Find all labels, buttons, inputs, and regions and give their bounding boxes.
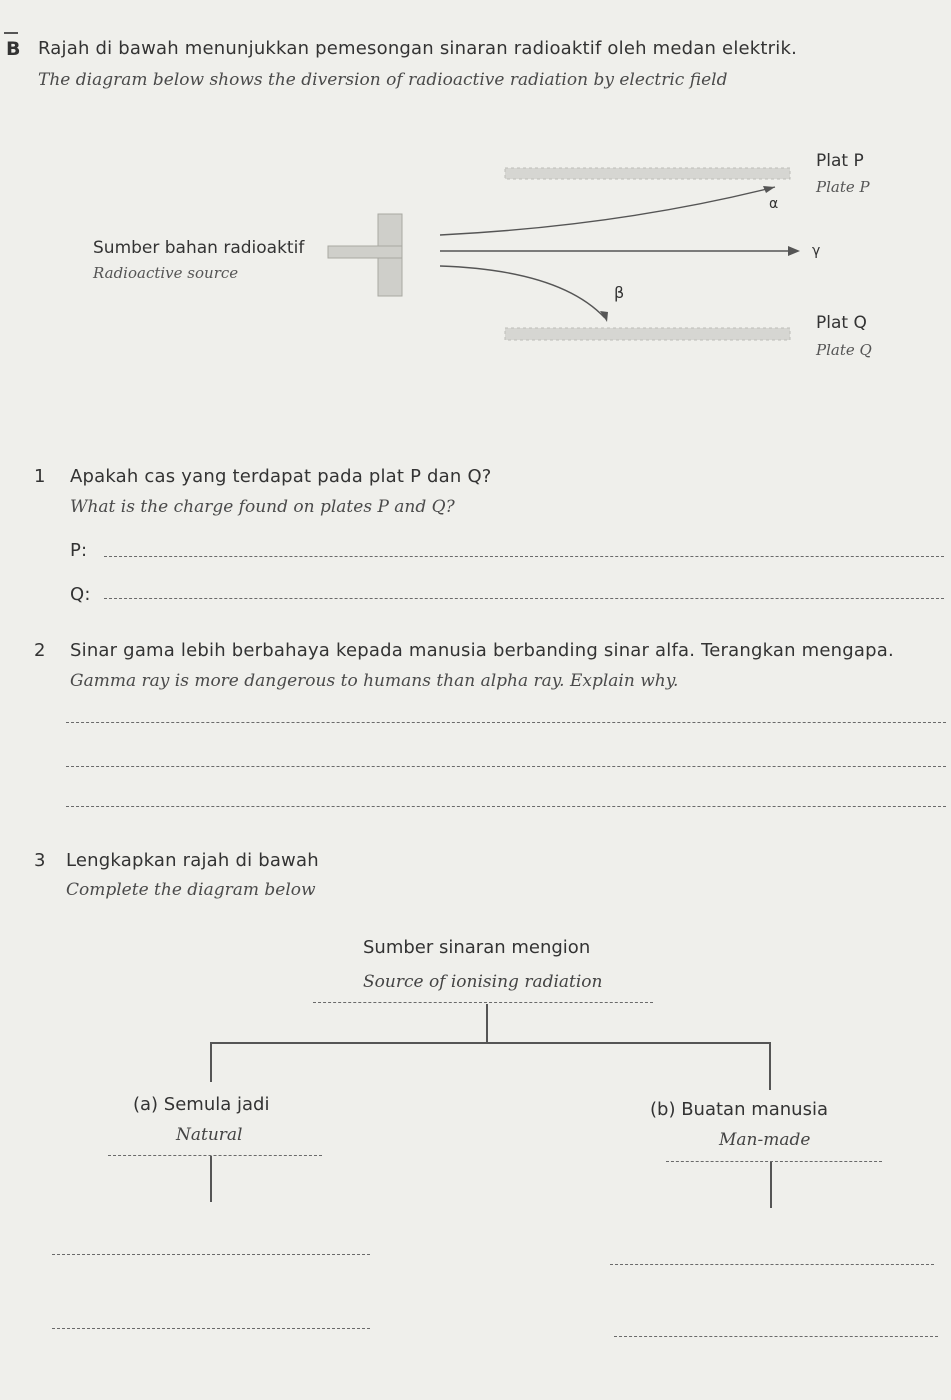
source-label-english: Radioactive source: [93, 264, 239, 282]
tree-left-malay: (a) Semula jadi: [133, 1094, 270, 1115]
alpha-ray-path: [440, 187, 775, 235]
plate-p: [505, 168, 790, 179]
q3-malay: Lengkapkan rajah di bawah: [66, 850, 319, 871]
q1-answer-q-line[interactable]: [104, 598, 944, 599]
tree-right-answer-2[interactable]: [614, 1336, 938, 1337]
radiation-deflection-diagram: [0, 130, 951, 390]
tree-branch-bar: [210, 1042, 770, 1044]
plate-p-label-malay: Plat P: [816, 151, 864, 171]
plate-q-label-english: Plate Q: [816, 341, 872, 359]
tree-root-malay: Sumber sinaran mengion: [363, 937, 591, 958]
q1-english: What is the charge found on plates P and Q?: [70, 497, 455, 517]
tree-left-answer-1[interactable]: [52, 1254, 370, 1255]
q3-english: Complete the diagram below: [66, 880, 316, 900]
tree-root-stem: [486, 1004, 488, 1042]
q1-answer-q-label: Q:: [70, 584, 91, 605]
tree-right-answer-1[interactable]: [610, 1264, 934, 1265]
plate-p-label-english: Plate P: [816, 178, 870, 196]
alpha-label: α: [769, 196, 779, 212]
q2-answer-line-2[interactable]: [66, 766, 946, 767]
beta-label: β: [614, 283, 625, 302]
q2-number: 2: [34, 640, 46, 661]
q2-english: Gamma ray is more dangerous to humans than alpha ray. Explain why.: [70, 671, 679, 691]
section-overline: [4, 32, 18, 34]
q2-malay: Sinar gama lebih berbahaya kepada manusia berbanding sinar alfa. Terangkan mengapa.: [70, 640, 894, 661]
gamma-label: γ: [812, 243, 821, 259]
q1-answer-p-label: P:: [70, 540, 88, 561]
tree-left-answer-2[interactable]: [52, 1328, 370, 1329]
q1-number: 1: [34, 466, 46, 487]
q2-answer-line-3[interactable]: [66, 806, 946, 807]
tree-right-underline: [666, 1161, 882, 1162]
plate-q: [505, 328, 790, 340]
header-malay: Rajah di bawah menunjukkan pemesongan sinaran radioaktif oleh medan elektrik.: [38, 38, 798, 59]
tree-left-stem: [210, 1156, 212, 1202]
alpha-arrowhead: [763, 186, 775, 193]
tree-left-english: Natural: [176, 1125, 243, 1145]
beta-arrowhead: [600, 311, 608, 322]
tree-right-english: Man-made: [719, 1130, 811, 1150]
plate-q-label-malay: Plat Q: [816, 313, 867, 333]
q1-answer-p-line[interactable]: [104, 556, 944, 557]
tree-root-english: Source of ionising radiation: [363, 972, 603, 992]
q1-malay: Apakah cas yang terdapat pada plat P dan Q?: [70, 466, 492, 487]
gamma-arrowhead: [788, 246, 800, 256]
source-arm: [328, 246, 402, 258]
tree-right-malay: (b) Buatan manusia: [650, 1099, 828, 1120]
header-english: The diagram below shows the diversion of radioactive radiation by electric field: [38, 70, 728, 90]
q2-answer-line-1[interactable]: [66, 722, 946, 723]
section-letter: B: [6, 38, 21, 60]
tree-right-drop: [769, 1042, 771, 1090]
source-label-malay: Sumber bahan radioaktif: [93, 238, 305, 258]
tree-left-underline: [108, 1155, 322, 1156]
tree-left-drop: [210, 1042, 212, 1082]
beta-ray-path: [440, 266, 605, 318]
tree-root-underline: [313, 1002, 653, 1003]
tree-right-stem: [770, 1162, 772, 1208]
q3-number: 3: [34, 850, 46, 871]
